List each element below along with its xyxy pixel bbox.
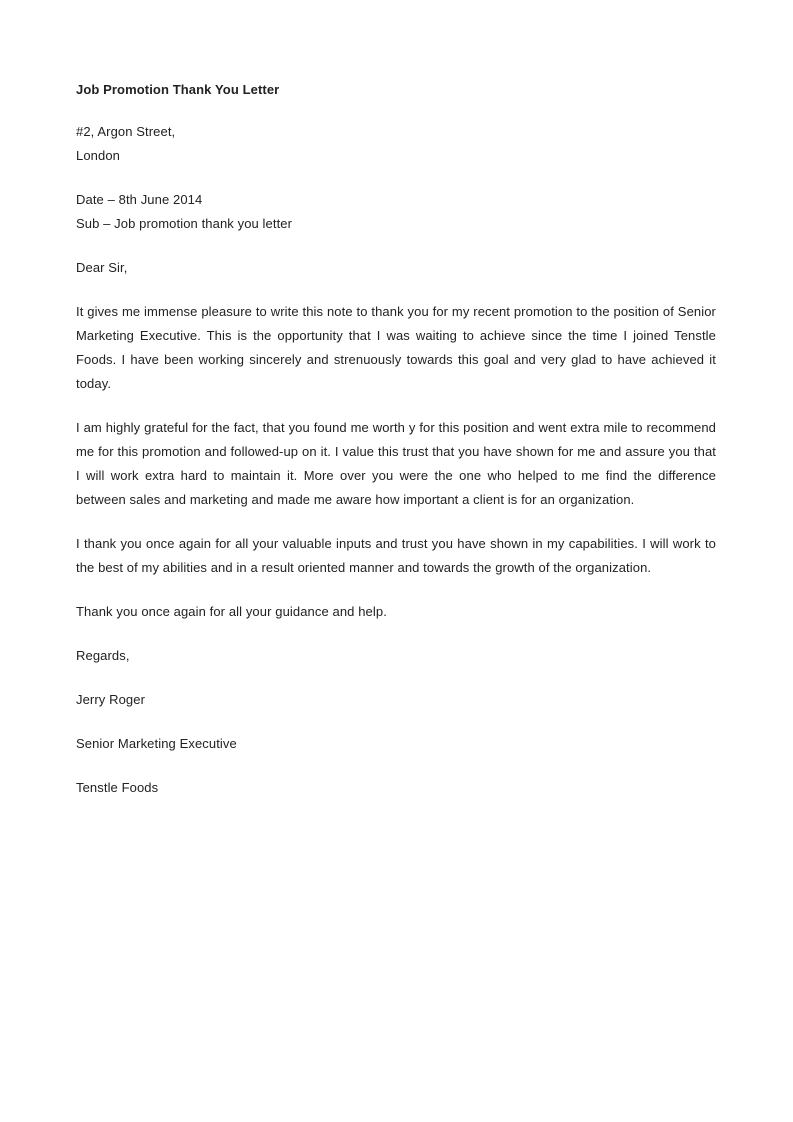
signature-title: Senior Marketing Executive bbox=[76, 736, 237, 751]
address-line-1: #2, Argon Street, bbox=[76, 124, 176, 139]
letter-meta bbox=[76, 188, 716, 236]
subject-line: Sub – Job promotion thank you letter bbox=[76, 216, 293, 231]
paragraph-2: I am highly grateful for the fact, that you found me worth y for this position and went extra mile to recommend me for this promotion and followed-up on it. I value this trust that you have shown for me and assure you that I will work extra hard to maintain it. More over you were the one who helped to me find the difference between sales and marketing and made me aware how important a client is for an organization. bbox=[76, 420, 716, 507]
sender-address bbox=[76, 120, 716, 168]
closing: Regards, bbox=[76, 648, 130, 663]
paragraph-1: It gives me immense pleasure to write this note to thank you for my recent promotion to the position of Senior Marketing Executive. This is the opportunity that I was waiting to achieve since the time I joined Tenstle Foods. I have been working sincerely and strenuously towards this goal and very glad to have achieved it today. bbox=[76, 304, 716, 391]
signature-name: Jerry Roger bbox=[76, 692, 146, 707]
address-line-2: London bbox=[76, 148, 120, 163]
date-line: Date – 8th June 2014 bbox=[76, 192, 203, 207]
paragraph-3: I thank you once again for all your valuable inputs and trust you have shown in my capabilities. I will work to the best of my abilities and in a result oriented manner and towards the growth of the organization. bbox=[76, 536, 716, 575]
salutation: Dear Sir, bbox=[76, 260, 128, 275]
paragraph-4: Thank you once again for all your guidance and help. bbox=[76, 604, 387, 619]
letter-body bbox=[76, 80, 716, 820]
signature-company: Tenstle Foods bbox=[76, 780, 159, 795]
document-title: Job Promotion Thank You Letter bbox=[76, 82, 280, 97]
